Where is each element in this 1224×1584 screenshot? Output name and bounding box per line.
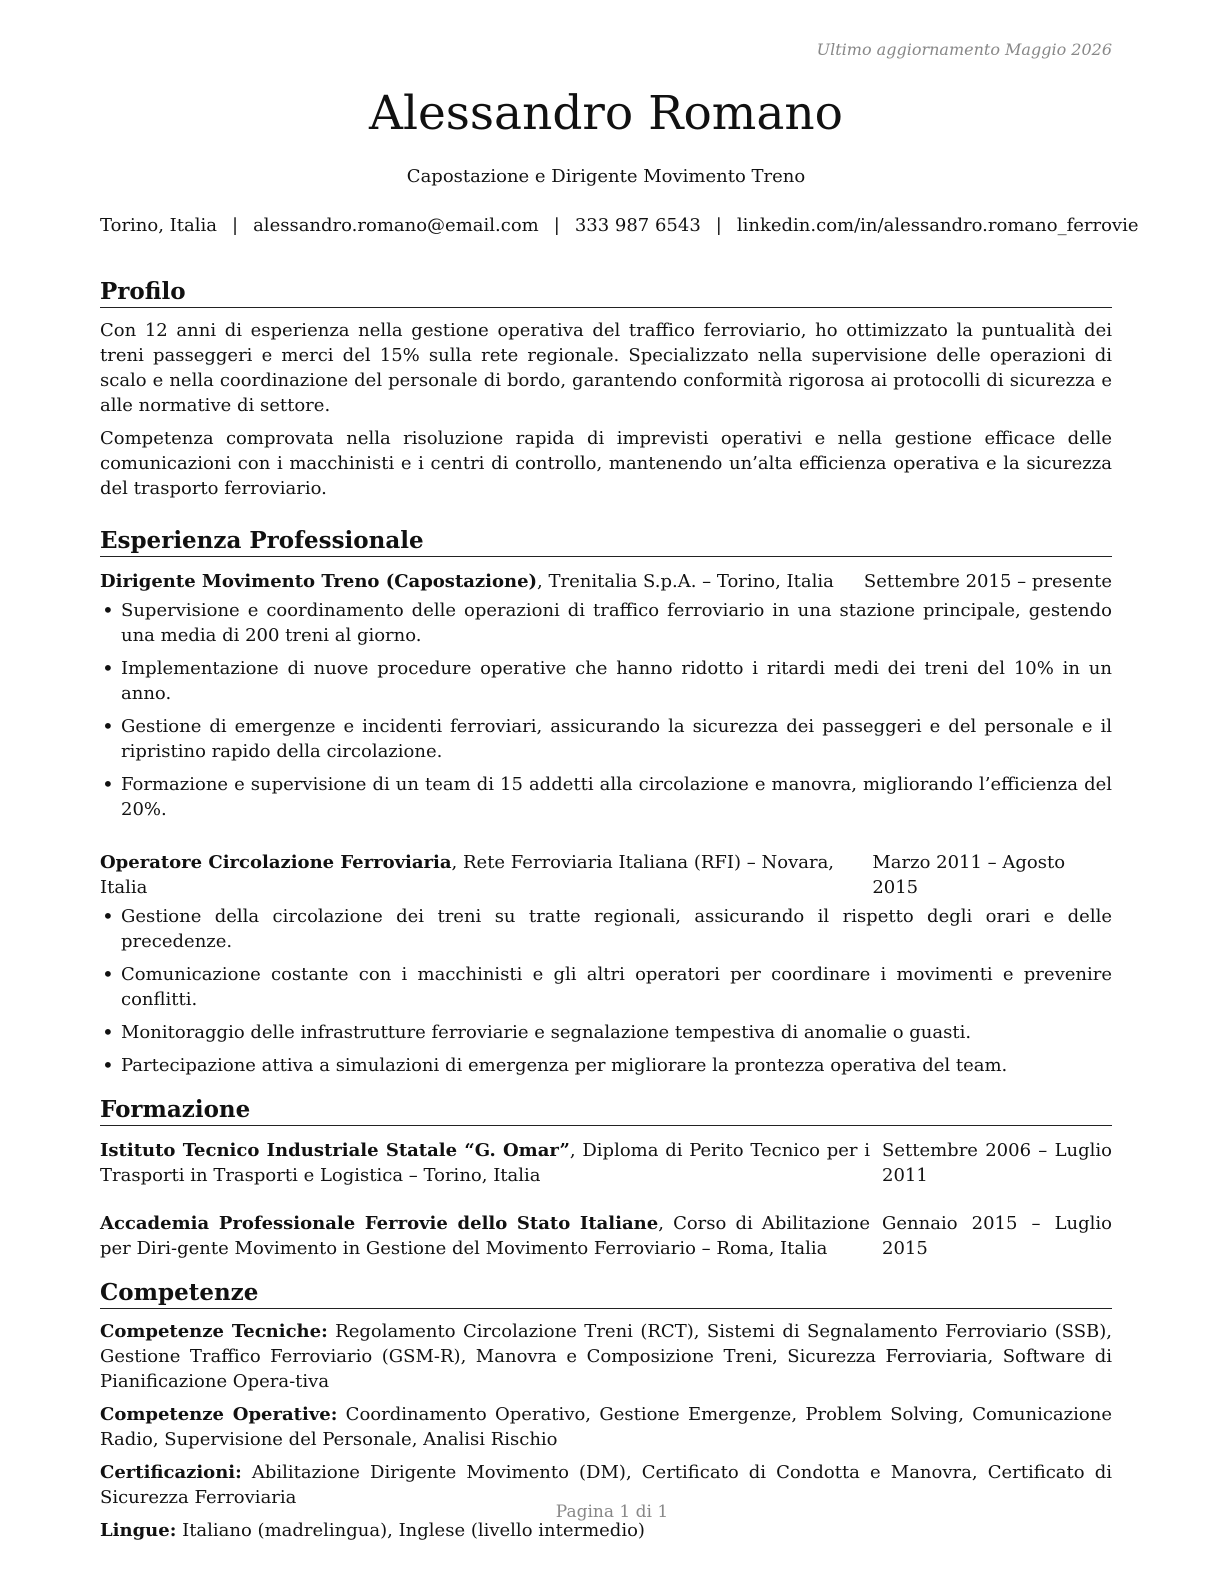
job-entry xyxy=(100,850,1112,1078)
school-detail: , Corso di Abilitazione per Diri-gente Movimento in Gestione del Movimento Ferroviario – Roma, Italia xyxy=(100,1213,870,1259)
profile-section xyxy=(100,278,1112,501)
linkedin-link[interactable]: linkedin.com/in/alessandro.romano_ferrovie xyxy=(736,215,1139,236)
profile-paragraph: Competenza comprovata nella risoluzione rapida di imprevisti operativi e nella gestione efficace delle comunicazioni con i macchinisti e i centri di controllo, mantenendo un’alta efficienza operativa e la sicurezza del trasporto ferroviario. xyxy=(100,428,1112,499)
job-entry xyxy=(100,569,1112,822)
job-role: Dirigente Movimento Treno (Capostazione) xyxy=(100,571,538,592)
list-item: • Formazione e supervisione di un team di 15 addetti alla circolazione e manovra, migliorando l’efficienza del 20%. xyxy=(100,772,1112,822)
job-header xyxy=(100,850,1112,900)
separator: | xyxy=(553,215,560,236)
phone: 333 987 6543 xyxy=(574,215,701,236)
skill-text: Coordinamento Operativo, Gestione Emergenze, Problem Solving, Comunicazione Radio, Supervisione del Personale, Analisi Rischio xyxy=(100,1404,1112,1450)
skills-heading: Competenze xyxy=(100,1279,1112,1309)
job-dates: Settembre 2015 – presente xyxy=(863,571,1112,592)
list-item: • Gestione della circolazione dei treni su tratte regionali, assicurando il rispetto degli orari e delle precedenze. xyxy=(100,904,1112,954)
list-item: • Gestione di emergenze e incidenti ferroviari, assicurando la sicurezza dei passeggeri e del personale e il ripristino rapido della circolazione. xyxy=(100,714,1112,764)
last-updated: Ultimo aggiornamento Maggio 2026 xyxy=(816,40,1112,59)
school-name: Accademia Professionale Ferrovie dello Stato Italiane xyxy=(100,1213,659,1234)
separator: | xyxy=(232,215,239,236)
education-section xyxy=(100,1096,1112,1261)
skill-row xyxy=(100,1319,1112,1394)
job-bullets xyxy=(100,598,1112,822)
page-number: Pagina 1 di 1 xyxy=(555,1502,669,1522)
list-item: • Implementazione di nuove procedure operative che hanno ridotto i ritardi medi dei treni del 10% in un anno. xyxy=(100,656,1112,706)
job-org: , Rete Ferroviaria Italiana (RFI) – Novara, Italia xyxy=(100,852,835,898)
skill-row xyxy=(100,1402,1112,1452)
job-title: Capostazione e Dirigente Movimento Treno xyxy=(406,166,806,187)
list-item: • Monitoraggio delle infrastrutture ferroviarie e segnalazione tempestiva di anomalie o guasti. xyxy=(100,1020,1112,1045)
list-item: • Partecipazione attiva a simulazioni di emergenza per migliorare la prontezza operativa del team. xyxy=(100,1053,1112,1078)
job-dates: Marzo 2011 – Agosto 2015 xyxy=(872,852,1066,898)
separator: | xyxy=(715,215,722,236)
school-name: Istituto Tecnico Industriale Statale “G. Omar” xyxy=(100,1140,570,1161)
job-org: , Trenitalia S.p.A. – Torino, Italia xyxy=(537,571,834,592)
school-detail: , Diploma di Perito Tecnico per i Trasporti in Trasporti e Logistica – Torino, Italia xyxy=(100,1140,870,1186)
education-dates: Gennaio 2015 – Luglio 2015 xyxy=(882,1213,1112,1259)
candidate-name: Alessandro Romano xyxy=(369,86,843,141)
profile-heading: Profilo xyxy=(100,278,1112,308)
skill-text: Abilitazione Dirigente Movimento (DM), Certificato di Condotta e Manovra, Certificato di Sicurezza Ferroviaria xyxy=(100,1462,1112,1508)
skill-label: Lingue: xyxy=(100,1520,177,1541)
job-role: Operatore Circolazione Ferroviaria xyxy=(100,852,452,873)
resume-page xyxy=(100,40,1139,1543)
experience-heading: Esperienza Professionale xyxy=(100,527,1112,557)
contact-line xyxy=(100,214,1139,238)
education-heading: Formazione xyxy=(100,1096,1112,1126)
job-header xyxy=(100,569,1112,594)
email[interactable]: alessandro.romano@email.com xyxy=(253,215,539,236)
list-item: • Comunicazione costante con i macchinisti e gli altri operatori per coordinare i movimenti e prevenire conflitti. xyxy=(100,962,1112,1012)
profile-paragraph: Con 12 anni di esperienza nella gestione operativa del traffico ferroviario, ho ottimizzato la puntualità dei treni passeggeri e merci del 15% sulla rete regionale. Specializzato nella supervisione delle operazioni di scalo e nella coordinazione del personale di bordo, garantendo conformità rigorosa ai protocolli di sicurezza e alle normative di settore. xyxy=(100,320,1112,416)
education-dates: Settembre 2006 – Luglio 2011 xyxy=(882,1140,1112,1186)
job-bullets xyxy=(100,904,1112,1078)
education-entry xyxy=(100,1211,1112,1261)
skill-text: Regolamento Circolazione Treni (RCT), Sistemi di Segnalamento Ferroviario (SSB), Gestione Traffico Ferroviario (GSM-R), Manovra e Composizione Treni, Sicurezza Ferroviaria, Software di Pianificazione Opera-tiva xyxy=(100,1321,1112,1392)
skill-label: Competenze Operative: xyxy=(100,1404,338,1425)
skill-text: Italiano (madrelingua), Inglese (livello intermedio) xyxy=(176,1520,645,1541)
experience-section xyxy=(100,527,1112,1078)
skill-label: Certificazioni: xyxy=(100,1462,242,1483)
education-entry xyxy=(100,1138,1112,1188)
location: Torino, Italia xyxy=(100,215,217,236)
list-item: • Supervisione e coordinamento delle operazioni di traffico ferroviario in una stazione principale, gestendo una media di 200 treni al giorno. xyxy=(100,598,1112,648)
skill-label: Competenze Tecniche: xyxy=(100,1321,328,1342)
